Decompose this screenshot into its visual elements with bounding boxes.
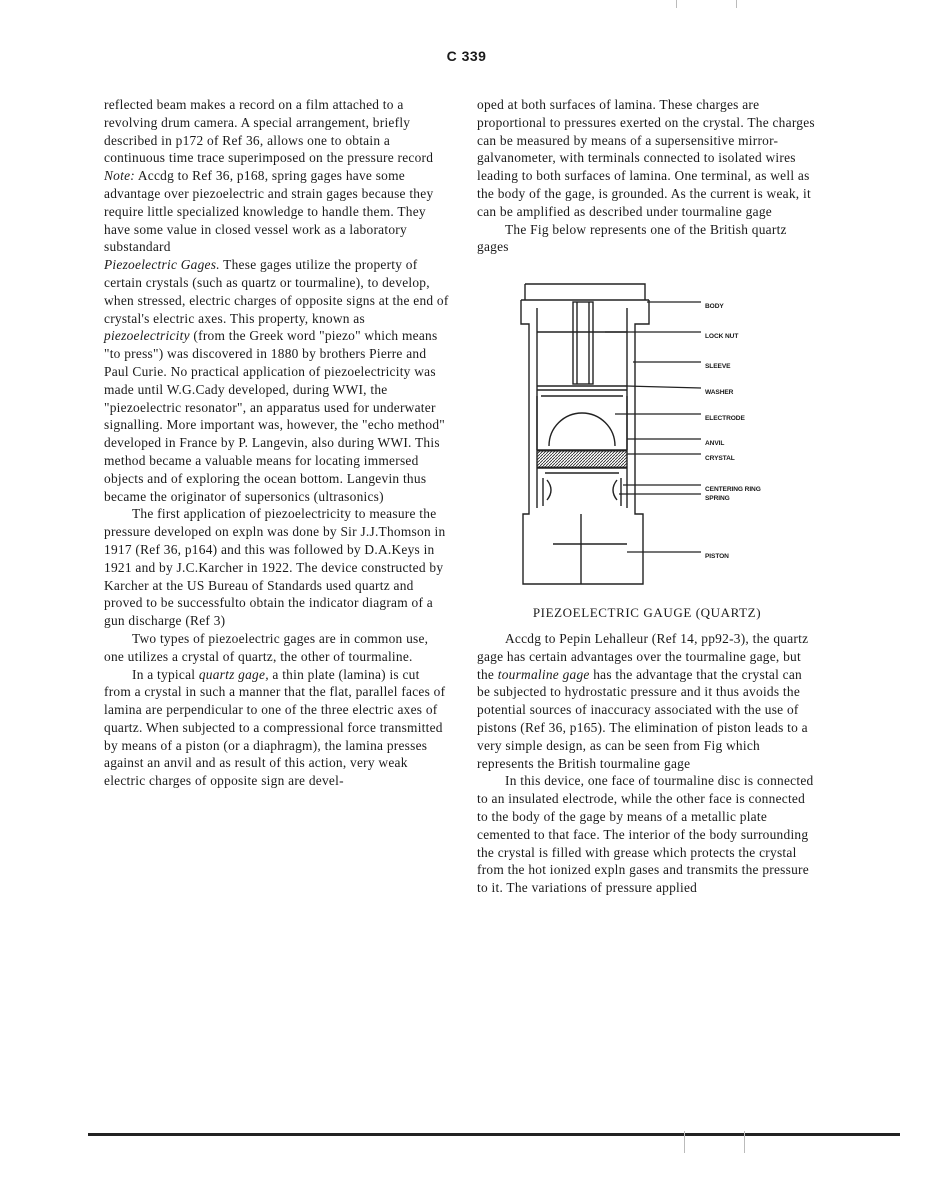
note-text: Accdg to Ref 36, p168, spring gages have some advantage over piezoelectric and strain gages because they require little specialized knowledge to handle them. They have some value in closed vessel work as a laboratory substandard bbox=[104, 168, 434, 255]
paragraph: The Fig below represents one of the British quartz gages bbox=[477, 221, 787, 255]
figure-caption: PIEZOELECTRIC GAUGE (QUARTZ) bbox=[532, 605, 762, 621]
paragraph-text: (from the Greek word "piezo" which means "to press") was discovered in 1880 by brothers Pierre and Paul Curie. No practical application of piezoelectricity was made until W.G.Cady developed, during WWI, the "piezoelectric resonator", an apparatus used for underwater signalling. More important was, however, the "echo method" developed in France by P. Langevin, also during WWI. This method became a valuable means for locating immersed objects and of exploring the ocean bottom. Langevin thus became the originator of supersonics (ultrasonics) bbox=[104, 328, 445, 504]
label-centering-ring: CENTERING RING bbox=[705, 486, 761, 494]
section-heading: Piezoelectric Gages. bbox=[104, 257, 220, 273]
label-spring: SPRING bbox=[705, 495, 730, 503]
label-electrode: ELECTRODE bbox=[705, 415, 745, 423]
footer-rule bbox=[88, 1133, 900, 1136]
term-tourmaline-gage: tourmaline gage bbox=[497, 666, 590, 682]
quartz-gauge-diagram bbox=[477, 268, 817, 598]
label-body: BODY bbox=[705, 303, 724, 311]
label-piston: PISTON bbox=[705, 553, 729, 561]
gauge-body-outline bbox=[521, 284, 649, 584]
paragraph: reflected beam makes a record on a film attached to a revolving drum camera. A special arrangement, briefly described in p172 of Ref 36, allows one to obtain a continuous time trace superimposed on the pressure record bbox=[104, 97, 434, 166]
paragraph-quartz-gage bbox=[104, 666, 449, 791]
paragraph-text: Accdg to Pepin Lehalleur (Ref 14, pp92-3), the quartz gage has certain advantages over the tourmaline gage, but the bbox=[477, 630, 809, 682]
paragraph: In this device, one face of tourmaline disc is connected to an insulated electrode, while the other face is connected to the body of the gage by means of a metallic plate cemented to that face. The interior of the body surrounding the crystal is filled with grease which protects the crystal from the hot ionized expln gases and transmits the pressure to it. The variations of pressure applied bbox=[477, 773, 814, 896]
label-anvil: ANVIL bbox=[705, 440, 725, 448]
header-tick bbox=[676, 0, 677, 8]
paragraph-pepin bbox=[477, 630, 817, 772]
paragraph-piezoelectric bbox=[104, 256, 449, 505]
paragraph-text: These gages utilize the property of certain crystals (such as quartz or tourmaline), to develop, when stressed, electric charges of opposite signs at the end of crystal's electric axes. This property, known as bbox=[104, 257, 449, 326]
note-label: Note: bbox=[104, 168, 135, 184]
page-number: C 339 bbox=[446, 48, 487, 64]
term-piezoelectricity: piezoelectricity bbox=[104, 328, 190, 344]
footer-tick bbox=[684, 1131, 685, 1153]
paragraph-note bbox=[104, 167, 449, 256]
term-quartz-gage: quartz gage, bbox=[198, 666, 269, 682]
footer-tick bbox=[744, 1131, 745, 1153]
label-lock-nut: LOCK NUT bbox=[705, 333, 739, 341]
label-washer: WASHER bbox=[705, 389, 734, 397]
crystal-hatching bbox=[537, 451, 627, 467]
leader-lines bbox=[605, 302, 701, 552]
paragraph: Two types of piezoelectric gages are in common use, one utilizes a crystal of quartz, the other of tourmaline. bbox=[104, 630, 429, 664]
paragraph: oped at both surfaces of lamina. These charges are proportional to pressures exerted on the crystal. The charges can be measured by means of a supersensitive mirror-galvanometer, with terminals connected to isolated wires leading to both surfaces of lamina. One terminal, as well as the body of the gage, is grounded. As the current is weak, it can be amplified as described under tourmaline gage bbox=[477, 97, 815, 219]
right-column bbox=[477, 96, 817, 897]
left-column bbox=[104, 96, 449, 790]
paragraph-text: has the advantage that the crystal can be subjected to hydrostatic pressure and it thus avoids the potential sources of inaccuracy associated with the use of pistons (Ref 36, p165). The elimination of piston leads to a very simple design, as can be seen from Fig which represents the British tourmaline gage bbox=[477, 666, 808, 771]
paragraph: The first application of piezoelectricity to measure the pressure developed on expln was done by Sir J.J.Thomson in 1917 (Ref 36, p164) and this was followed by D.A.Keys in 1921 and by J.C.Karcher in 1922. The device constructed by Karcher at the US Bureau of Standards used quartz and proved to be successfulto obtain the indicator diagram of a gun discharge (Ref 3) bbox=[104, 506, 446, 629]
quartz-gauge-figure bbox=[477, 268, 817, 598]
paragraph-text: a thin plate (lamina) is cut from a crystal in such a manner that the flat, parallel faces of lamina are perpendicular to one of the three electric axes of quartz. When subjected to a compressional force transmitted by means of a piston (or a diaphragm), the lamina presses against an anvil and as result of this action, very weak electric charges of opposite sign are devel- bbox=[104, 666, 446, 789]
header-tick bbox=[736, 0, 737, 8]
label-crystal: CRYSTAL bbox=[705, 455, 735, 463]
paragraph-text: In a typical bbox=[132, 666, 199, 682]
label-sleeve: SLEEVE bbox=[705, 363, 731, 371]
